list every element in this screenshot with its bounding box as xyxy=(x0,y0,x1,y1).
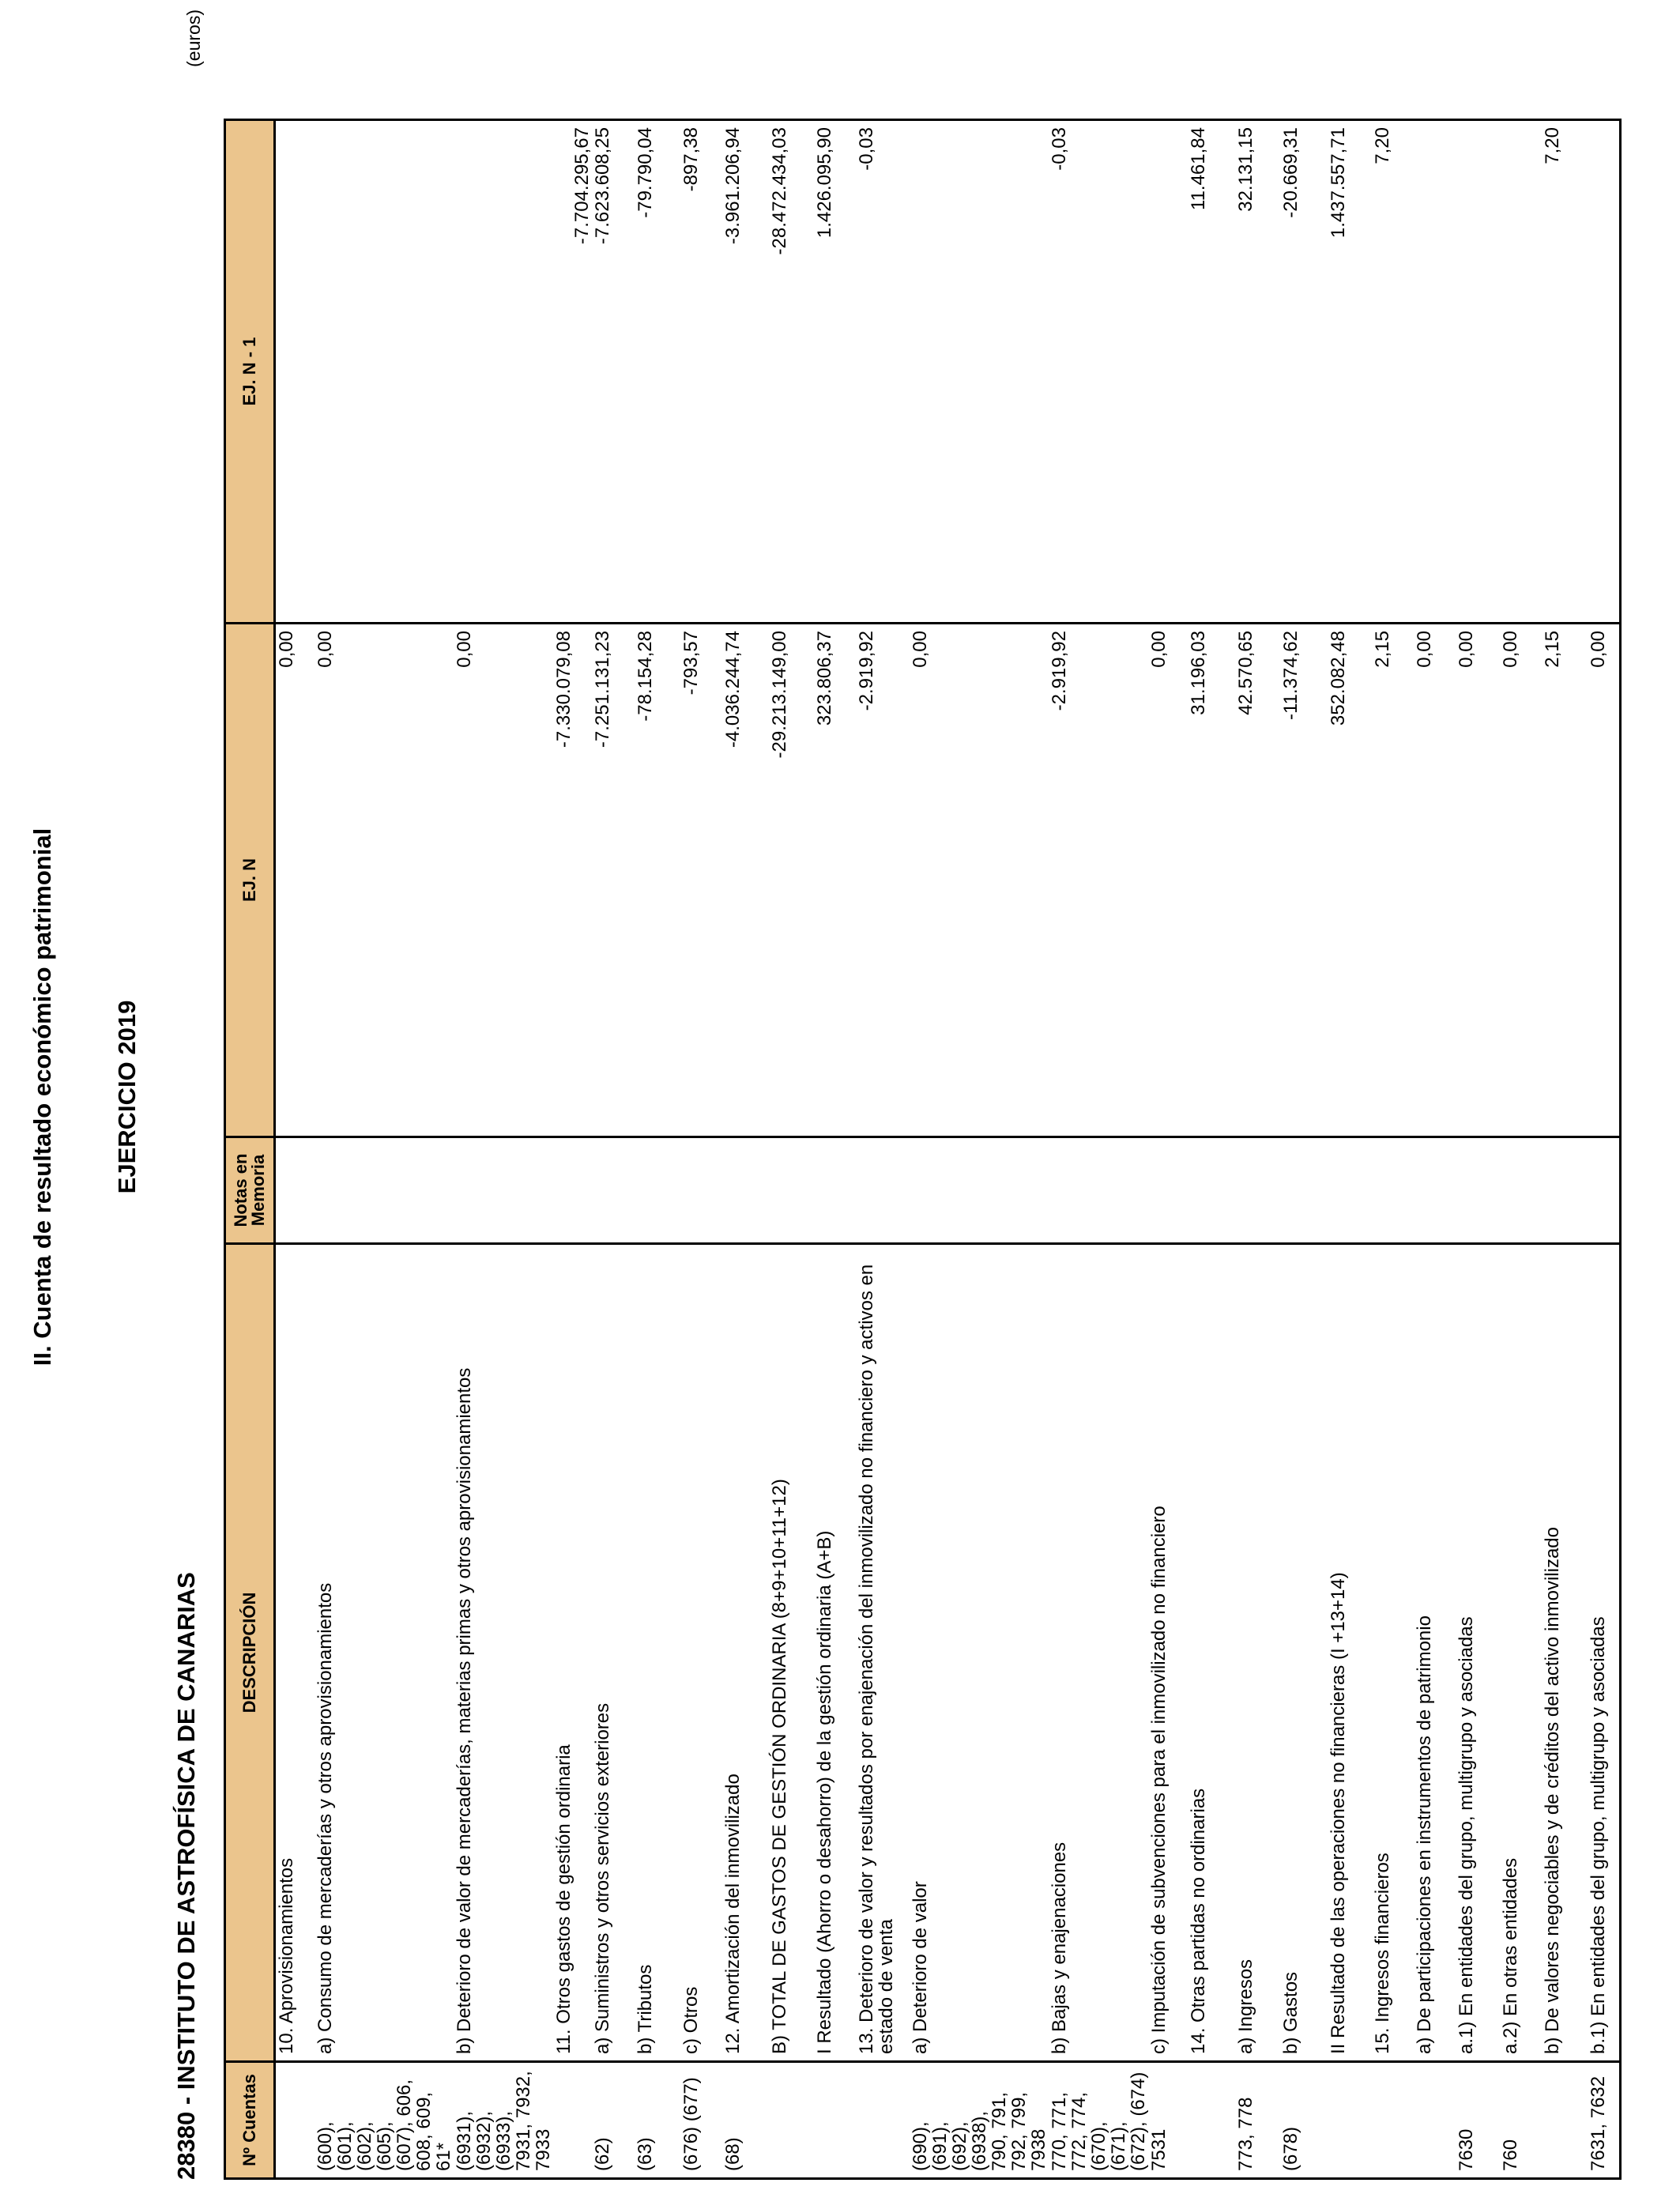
cell-ej-n-1: -3.961.206,94 xyxy=(722,120,769,624)
cell-ej-n-1: -0,03 xyxy=(856,120,910,624)
table-row xyxy=(275,120,315,2179)
cell-descripcion: 10. Aprovisionamientos xyxy=(275,1244,315,2062)
cell-ej-n-1: -7.704.295,67 xyxy=(553,120,592,624)
cell-ej-n: 352.082,48 xyxy=(1328,624,1372,1137)
cell-cuentas xyxy=(769,2062,814,2179)
cell-descripcion: a) Ingresos xyxy=(1235,1244,1280,2062)
cell-ej-n: -2.919,92 xyxy=(856,624,910,1137)
cell-notas xyxy=(1188,1137,1235,1244)
cell-descripcion: B) TOTAL DE GASTOS DE GESTIÓN ORDINARIA (8+9+10+11+12) xyxy=(769,1244,814,2062)
cell-cuentas: (678) xyxy=(1280,2062,1328,2179)
cell-descripcion: b.1) En entidades del grupo, multigrupo y asociadas xyxy=(1588,1244,1621,2062)
cell-notas xyxy=(315,1137,454,1244)
cell-ej-n-1: 11.461,84 xyxy=(1188,120,1235,624)
cell-ej-n: 0,00 xyxy=(1456,624,1500,1137)
cell-descripcion: 14. Otras partidas no ordinarias xyxy=(1188,1244,1235,2062)
cell-ej-n-1: 7,20 xyxy=(1542,120,1588,624)
cell-descripcion: b) Bajas y enajenaciones xyxy=(1049,1244,1148,2062)
cell-notas xyxy=(1588,1137,1621,1244)
cell-notas xyxy=(592,1137,635,1244)
cell-notas xyxy=(722,1137,769,1244)
cell-notas xyxy=(1280,1137,1328,1244)
cell-ej-n-1: 1.437.557,71 xyxy=(1328,120,1372,624)
header-ej-n-1: EJ. N - 1 xyxy=(225,120,275,624)
cell-cuentas xyxy=(553,2062,592,2179)
table-row xyxy=(592,120,635,2179)
cell-descripcion: b) Tributos xyxy=(635,1244,680,2062)
cell-ej-n: 31.196,03 xyxy=(1188,624,1235,1137)
cell-cuentas: (676) (677) xyxy=(680,2062,722,2179)
cell-cuentas: 7631, 7632 xyxy=(1588,2062,1621,2179)
cell-notas xyxy=(275,1137,315,1244)
cell-ej-n: 0,00 xyxy=(910,624,1049,1137)
cell-cuentas: (62) xyxy=(592,2062,635,2179)
cell-ej-n: 323.806,37 xyxy=(814,624,856,1137)
cell-descripcion: I Resultado (Ahorro o desahorro) de la gestión ordinaria (A+B) xyxy=(814,1244,856,2062)
cell-notas xyxy=(1235,1137,1280,1244)
cell-notas xyxy=(680,1137,722,1244)
table-row xyxy=(1500,120,1542,2179)
cell-notas xyxy=(1049,1137,1148,1244)
results-table xyxy=(224,119,1622,2180)
table-row xyxy=(1280,120,1328,2179)
report-subtitle: EJERCICIO 2019 xyxy=(113,1000,141,1194)
table-header-row xyxy=(225,120,275,2179)
cell-notas xyxy=(910,1137,1049,1244)
header-ej-n: EJ. N xyxy=(225,624,275,1137)
cell-cuentas: (63) xyxy=(635,2062,680,2179)
cell-cuentas: (690), (691), (692), (6938), 790, 791, 792, 799, 7938 xyxy=(910,2062,1049,2179)
cell-cuentas: 7531 xyxy=(1148,2062,1188,2179)
cell-ej-n: -2.919,92 xyxy=(1049,624,1148,1137)
cell-cuentas xyxy=(814,2062,856,2179)
cell-cuentas: 760 xyxy=(1500,2062,1542,2179)
cell-descripcion: a) Deterioro de valor xyxy=(910,1244,1049,2062)
cell-notas xyxy=(1542,1137,1588,1244)
cell-ej-n-1 xyxy=(275,120,315,624)
cell-ej-n: 42.570,65 xyxy=(1235,624,1280,1137)
cell-ej-n-1: -7.623.608,25 xyxy=(592,120,635,624)
cell-descripcion: c) Otros xyxy=(680,1244,722,2062)
cell-notas xyxy=(1372,1137,1414,1244)
cell-ej-n: -78.154,28 xyxy=(635,624,680,1137)
table-row xyxy=(1049,120,1148,2179)
cell-cuentas xyxy=(275,2062,315,2179)
table-row xyxy=(315,120,454,2179)
cell-ej-n: 0,00 xyxy=(454,624,553,1137)
table-row xyxy=(1188,120,1235,2179)
header-descripcion: DESCRIPCIÓN xyxy=(225,1244,275,2062)
table-row xyxy=(635,120,680,2179)
cell-descripcion: 13. Deterioro de valor y resultados por enajenación del inmovilizado no financiero y activos en estado de venta xyxy=(856,1244,910,2062)
table-row xyxy=(769,120,814,2179)
cell-cuentas xyxy=(1328,2062,1372,2179)
cell-ej-n: 0,00 xyxy=(1148,624,1188,1137)
table-row xyxy=(856,120,910,2179)
cell-ej-n: 0,00 xyxy=(275,624,315,1137)
cell-ej-n: -7.251.131,23 xyxy=(592,624,635,1137)
cell-ej-n-1 xyxy=(454,120,553,624)
cell-ej-n-1: 32.131,15 xyxy=(1235,120,1280,624)
report-title: II. Cuenta de resultado económico patrimonial xyxy=(28,827,56,1367)
header-notas: Notas en Memoria xyxy=(225,1137,275,1244)
cell-ej-n: 0,00 xyxy=(1414,624,1456,1137)
cell-notas xyxy=(1414,1137,1456,1244)
cell-cuentas xyxy=(1414,2062,1456,2179)
table-row xyxy=(1372,120,1414,2179)
cell-ej-n-1 xyxy=(910,120,1049,624)
cell-ej-n-1: 7,20 xyxy=(1372,120,1414,624)
cell-notas xyxy=(1500,1137,1542,1244)
cell-ej-n-1 xyxy=(1456,120,1500,624)
cell-ej-n-1: -20.669,31 xyxy=(1280,120,1328,624)
cell-ej-n-1: -0,03 xyxy=(1049,120,1148,624)
cell-ej-n-1 xyxy=(1500,120,1542,624)
cell-descripcion: a) Consumo de mercaderías y otros aprovisionamientos xyxy=(315,1244,454,2062)
cell-ej-n: -29.213.149,00 xyxy=(769,624,814,1137)
cell-ej-n-1: 1.426.095,90 xyxy=(814,120,856,624)
cell-ej-n: 0,00 xyxy=(1500,624,1542,1137)
table-row xyxy=(1456,120,1500,2179)
cell-cuentas: (6931), (6932), (6933), 7931, 7932, 7933 xyxy=(454,2062,553,2179)
table-row xyxy=(910,120,1049,2179)
cell-descripcion: c) Imputación de subvenciones para el inmovilizado no financiero xyxy=(1148,1244,1188,2062)
table-row xyxy=(454,120,553,2179)
cell-descripcion: b) Gastos xyxy=(1280,1244,1328,2062)
cell-descripcion: a) De participaciones en instrumentos de patrimonio xyxy=(1414,1244,1456,2062)
table-row xyxy=(1542,120,1588,2179)
cell-ej-n: -11.374,62 xyxy=(1280,624,1328,1137)
cell-cuentas xyxy=(1372,2062,1414,2179)
cell-descripcion: 11. Otros gastos de gestión ordinaria xyxy=(553,1244,592,2062)
cell-cuentas: 770, 771, 772, 774, (670), (671), (672), (674) xyxy=(1049,2062,1148,2179)
table-row xyxy=(1148,120,1188,2179)
cell-notas xyxy=(856,1137,910,1244)
cell-notas xyxy=(769,1137,814,1244)
cell-ej-n-1 xyxy=(1414,120,1456,624)
table-row xyxy=(1328,120,1372,2179)
cell-ej-n-1 xyxy=(1588,120,1621,624)
cell-notas xyxy=(814,1137,856,1244)
cell-ej-n: -7.330.079,08 xyxy=(553,624,592,1137)
cell-cuentas xyxy=(856,2062,910,2179)
table-row xyxy=(680,120,722,2179)
units-label: (euros) xyxy=(183,9,204,67)
table-row xyxy=(1414,120,1456,2179)
cell-descripcion: 15. Ingresos financieros xyxy=(1372,1244,1414,2062)
cell-ej-n: -4.036.244,74 xyxy=(722,624,769,1137)
cell-notas xyxy=(1456,1137,1500,1244)
table-row xyxy=(722,120,769,2179)
cell-descripcion: b) Deterioro de valor de mercaderías, materias primas y otros aprovisionamientos xyxy=(454,1244,553,2062)
cell-ej-n: 2,15 xyxy=(1372,624,1414,1137)
cell-descripcion: b) De valores negociables y de créditos del activo inmovilizado xyxy=(1542,1244,1588,2062)
table-row xyxy=(553,120,592,2179)
cell-cuentas xyxy=(1188,2062,1235,2179)
cell-ej-n: 0,00 xyxy=(1588,624,1621,1137)
header-cuentas: Nº Cuentas xyxy=(225,2062,275,2179)
cell-notas xyxy=(1328,1137,1372,1244)
cell-ej-n: 2,15 xyxy=(1542,624,1588,1137)
cell-notas xyxy=(454,1137,553,1244)
cell-ej-n: 0,00 xyxy=(315,624,454,1137)
cell-ej-n-1: -897,38 xyxy=(680,120,722,624)
cell-notas xyxy=(635,1137,680,1244)
cell-cuentas: 7630 xyxy=(1456,2062,1500,2179)
table-row xyxy=(1235,120,1280,2179)
cell-descripcion: 12. Amortización del inmovilizado xyxy=(722,1244,769,2062)
cell-notas xyxy=(553,1137,592,1244)
cell-descripcion: a.2) En otras entidades xyxy=(1500,1244,1542,2062)
cell-cuentas: (600), (601), (602), (605), (607), 606, 608, 609, 61* xyxy=(315,2062,454,2179)
cell-descripcion: a.1) En entidades del grupo, multigrupo y asociadas xyxy=(1456,1244,1500,2062)
cell-notas xyxy=(1148,1137,1188,1244)
cell-ej-n-1: -79.790,04 xyxy=(635,120,680,624)
cell-descripcion: II Resultado de las operaciones no financieras (I +13+14) xyxy=(1328,1244,1372,2062)
entity-name: 28380 - INSTITUTO DE ASTROFÍSICA DE CANARIAS xyxy=(172,1572,200,2180)
table-row xyxy=(1588,120,1621,2179)
table-body xyxy=(275,120,1621,2179)
cell-ej-n-1 xyxy=(315,120,454,624)
cell-descripcion: a) Suministros y otros servicios exteriores xyxy=(592,1244,635,2062)
cell-ej-n: -793,57 xyxy=(680,624,722,1137)
table-row xyxy=(814,120,856,2179)
cell-cuentas: (68) xyxy=(722,2062,769,2179)
cell-ej-n-1 xyxy=(1148,120,1188,624)
cell-cuentas: 773, 778 xyxy=(1235,2062,1280,2179)
cell-ej-n-1: -28.472.434,03 xyxy=(769,120,814,624)
cell-cuentas xyxy=(1542,2062,1588,2179)
